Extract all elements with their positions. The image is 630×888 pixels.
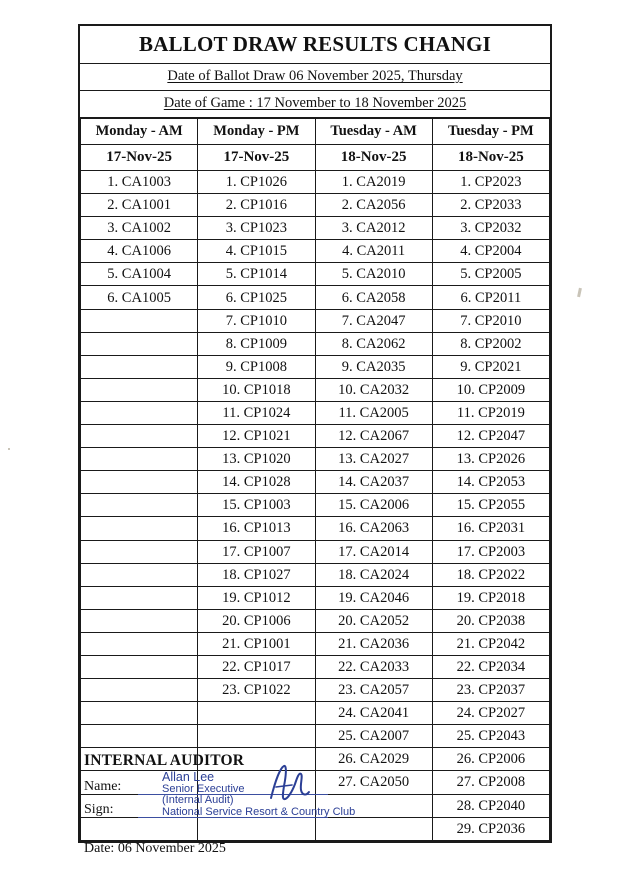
table-cell: 27. CP2008 (432, 771, 549, 794)
column-header-day-3: Tuesday - PM (432, 119, 549, 145)
table-cell: 4. CP2004 (432, 240, 549, 263)
table-cell: 5. CP1014 (198, 263, 315, 286)
table-cell-empty (81, 378, 198, 401)
table-row (81, 702, 550, 725)
game-date-line (80, 91, 550, 117)
table-cell: 3. CA2012 (315, 217, 432, 240)
table-cell: 20. CP2038 (432, 609, 549, 632)
table-row (81, 517, 550, 540)
table-cell: 6. CA2058 (315, 286, 432, 309)
table-cell: 6. CP2011 (432, 286, 549, 309)
ballot-results-sheet (78, 24, 552, 843)
table-cell: 7. CA2047 (315, 309, 432, 332)
table-header-days (81, 119, 550, 145)
table-cell: 22. CP1017 (198, 655, 315, 678)
table-cell: 17. CP1007 (198, 540, 315, 563)
table-cell: 21. CA2036 (315, 632, 432, 655)
table-row (81, 725, 550, 748)
table-cell: 5. CP2005 (432, 263, 549, 286)
table-cell: 24. CP2027 (432, 702, 549, 725)
table-cell-empty (81, 448, 198, 471)
table-row (81, 355, 550, 378)
table-cell: 23. CA2057 (315, 679, 432, 702)
table-cell: 10. CP1018 (198, 378, 315, 401)
table-cell: 15. CP1003 (198, 494, 315, 517)
table-cell: 2. CP2033 (432, 194, 549, 217)
table-cell: 9. CA2035 (315, 355, 432, 378)
table-cell: 24. CA2041 (315, 702, 432, 725)
table-cell: 8. CP2002 (432, 332, 549, 355)
table-cell: 13. CA2027 (315, 448, 432, 471)
table-row (81, 494, 550, 517)
table-cell-empty (81, 702, 198, 725)
table-row (81, 632, 550, 655)
table-cell: 2. CA1001 (81, 194, 198, 217)
sign-signature-line (138, 802, 328, 818)
sign-label: Sign: (84, 802, 114, 817)
table-cell: 4. CP1015 (198, 240, 315, 263)
table-cell: 22. CA2033 (315, 655, 432, 678)
table-cell: 16. CP2031 (432, 517, 549, 540)
table-cell: 27. CA2050 (315, 771, 432, 794)
table-cell-empty (81, 586, 198, 609)
table-cell: 19. CP2018 (432, 586, 549, 609)
table-cell: 1. CA2019 (315, 171, 432, 194)
table-row (81, 217, 550, 240)
table-cell-empty (81, 355, 198, 378)
column-header-date-0: 17-Nov-25 (81, 145, 198, 171)
table-cell: 12. CP2047 (432, 425, 549, 448)
title-block (80, 26, 550, 118)
table-cell: 6. CP1025 (198, 286, 315, 309)
table-cell: 8. CP1009 (198, 332, 315, 355)
table-cell-empty (81, 332, 198, 355)
table-cell-empty (81, 494, 198, 517)
table-cell: 17. CA2014 (315, 540, 432, 563)
table-cell-empty (198, 725, 315, 748)
table-cell: 22. CP2034 (432, 655, 549, 678)
footer-block (84, 752, 554, 857)
table-cell-empty (81, 425, 198, 448)
table-cell-empty (81, 563, 198, 586)
table-row (81, 679, 550, 702)
column-header-date-3: 18-Nov-25 (432, 145, 549, 171)
stamp-role: Senior Executive (162, 783, 245, 795)
table-row (81, 194, 550, 217)
table-cell: 18. CA2024 (315, 563, 432, 586)
table-cell: 11. CA2005 (315, 401, 432, 424)
table-row (81, 563, 550, 586)
table-cell-empty (81, 309, 198, 332)
table-body (81, 171, 550, 841)
table-cell: 15. CA2006 (315, 494, 432, 517)
column-header-day-1: Monday - PM (198, 119, 315, 145)
sign-row (84, 802, 554, 825)
table-cell: 11. CP1024 (198, 401, 315, 424)
table-cell: 12. CA2067 (315, 425, 432, 448)
table-row (81, 378, 550, 401)
name-label: Name: (84, 779, 122, 794)
table-cell: 3. CP1023 (198, 217, 315, 240)
stamp-organisation: National Service Resort & Country Club (162, 806, 356, 818)
table-cell: 10. CA2032 (315, 378, 432, 401)
table-cell-empty (81, 632, 198, 655)
table-cell-empty (198, 702, 315, 725)
table-cell: 1. CP1026 (198, 171, 315, 194)
game-date-text: Date of Game : 17 November to 18 November 2025 (163, 95, 467, 111)
stamp-department: (Internal Audit) (162, 794, 234, 806)
table-cell: 9. CP1008 (198, 355, 315, 378)
table-cell: 20. CP1006 (198, 609, 315, 632)
table-cell: 18. CP2022 (432, 563, 549, 586)
table-cell: 4. CA2011 (315, 240, 432, 263)
table-cell: 7. CP1010 (198, 309, 315, 332)
table-cell: 4. CA1006 (81, 240, 198, 263)
table-row (81, 332, 550, 355)
table-cell: 16. CA2063 (315, 517, 432, 540)
table-cell: 21. CP1001 (198, 632, 315, 655)
table-row (81, 401, 550, 424)
table-cell: 3. CA1002 (81, 217, 198, 240)
column-header-day-2: Tuesday - AM (315, 119, 432, 145)
table-cell: 29. CP2036 (432, 817, 549, 840)
table-cell: 23. CP1022 (198, 679, 315, 702)
table-cell-empty (81, 401, 198, 424)
internal-auditor-heading: INTERNAL AUDITOR (84, 752, 245, 769)
column-header-date-1: 17-Nov-25 (198, 145, 315, 171)
table-cell: 11. CP2019 (432, 401, 549, 424)
column-header-day-0: Monday - AM (81, 119, 198, 145)
handwritten-signature (268, 762, 312, 804)
page-title: BALLOT DRAW RESULTS CHANGI (80, 26, 550, 64)
table-row (81, 540, 550, 563)
table-cell: 5. CA1004 (81, 263, 198, 286)
table-cell: 23. CP2037 (432, 679, 549, 702)
table-cell: 25. CP2043 (432, 725, 549, 748)
ballot-draw-date-line (80, 64, 550, 91)
table-row (81, 263, 550, 286)
table-cell: 18. CP1027 (198, 563, 315, 586)
table-cell: 6. CA1005 (81, 286, 198, 309)
ballot-draw-date-text: Date of Ballot Draw 06 November 2025, Thursday (167, 68, 463, 84)
table-cell: 14. CP2053 (432, 471, 549, 494)
table-cell-empty (81, 471, 198, 494)
name-row (84, 779, 554, 802)
table-cell-empty (81, 655, 198, 678)
table-cell-empty (81, 517, 198, 540)
table-cell: 28. CP2040 (432, 794, 549, 817)
table-cell: 13. CP2026 (432, 448, 549, 471)
table-row (81, 609, 550, 632)
table-header-dates (81, 145, 550, 171)
scan-speck-1 (577, 288, 582, 297)
scan-speck-2 (8, 448, 10, 450)
table-cell: 2. CP1016 (198, 194, 315, 217)
table-cell: 5. CA2010 (315, 263, 432, 286)
table-cell: 13. CP1020 (198, 448, 315, 471)
table-row (81, 286, 550, 309)
table-cell: 8. CA2062 (315, 332, 432, 355)
table-cell: 9. CP2021 (432, 355, 549, 378)
table-cell: 17. CP2003 (432, 540, 549, 563)
table-cell-empty (81, 725, 198, 748)
table-cell: 7. CP2010 (432, 309, 549, 332)
table-row (81, 240, 550, 263)
table-row (81, 309, 550, 332)
table-cell: 14. CP1028 (198, 471, 315, 494)
table-cell-empty (81, 540, 198, 563)
table-cell: 19. CP1012 (198, 586, 315, 609)
table-cell-empty (81, 609, 198, 632)
table-cell: 20. CA2052 (315, 609, 432, 632)
table-cell: 2. CA2056 (315, 194, 432, 217)
footer-date: Date: 06 November 2025 (84, 841, 226, 856)
table-row (81, 586, 550, 609)
table-row (81, 425, 550, 448)
table-cell: 15. CP2055 (432, 494, 549, 517)
table-cell: 16. CP1013 (198, 517, 315, 540)
table-cell: 26. CA2029 (315, 748, 432, 771)
table-row (81, 171, 550, 194)
table-row (81, 471, 550, 494)
table-cell: 12. CP1021 (198, 425, 315, 448)
ballot-results-table (80, 118, 550, 841)
table-cell: 1. CA1003 (81, 171, 198, 194)
table-cell: 19. CA2046 (315, 586, 432, 609)
table-cell: 3. CP2032 (432, 217, 549, 240)
table-cell: 1. CP2023 (432, 171, 549, 194)
stamp-name: Allan Lee (162, 770, 215, 784)
column-header-date-2: 18-Nov-25 (315, 145, 432, 171)
table-row (81, 655, 550, 678)
table-cell-empty (81, 679, 198, 702)
table-cell: 10. CP2009 (432, 378, 549, 401)
table-cell: 14. CA2037 (315, 471, 432, 494)
table-cell: 25. CA2007 (315, 725, 432, 748)
table-cell: 21. CP2042 (432, 632, 549, 655)
table-row (81, 448, 550, 471)
table-cell: 26. CP2006 (432, 748, 549, 771)
